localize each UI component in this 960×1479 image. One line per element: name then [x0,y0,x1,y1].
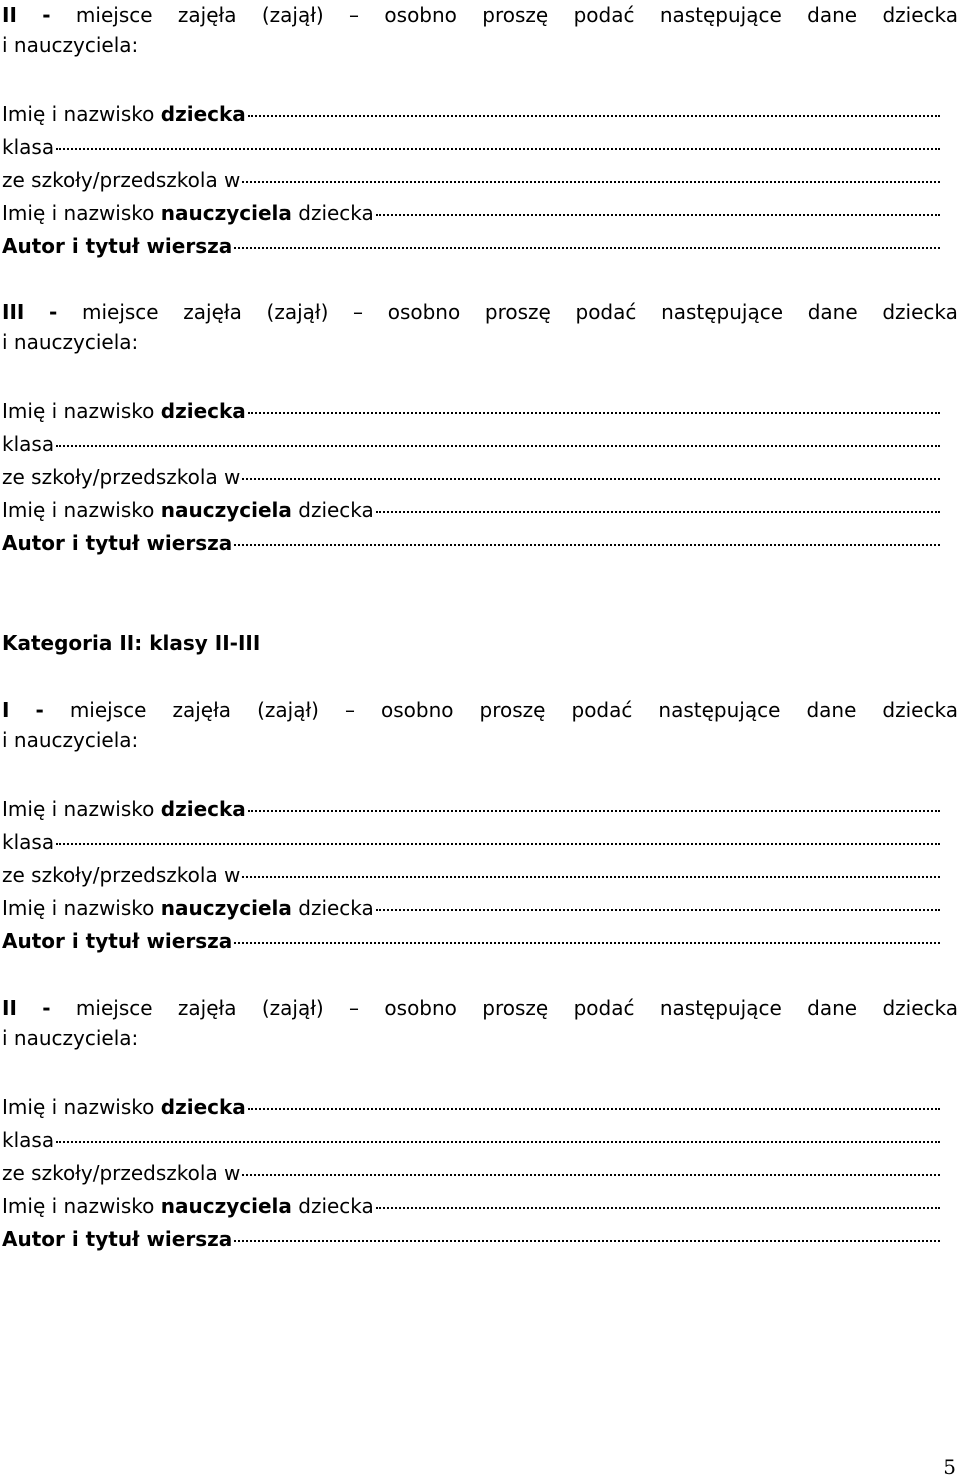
poem-field[interactable] [2,1223,958,1256]
field-label: klasa [2,830,55,854]
heading-word: (zajął) [266,300,329,324]
heading-word: podać [573,3,635,27]
field-label: Imię i nazwisko [2,498,155,522]
placement-section-ii-category [2,993,958,1256]
fill-in-line[interactable] [56,148,940,150]
field-label: ze szkoły/przedszkola w [2,168,241,192]
child-name-field[interactable] [2,98,958,131]
heading-word: proszę [479,698,546,722]
field-label: ze szkoły/przedszkola w [2,863,241,887]
heading-continuation: i nauczyciela: [2,33,139,57]
field-label: ze szkoły/przedszkola w [2,1161,241,1185]
fill-in-line[interactable] [376,1207,940,1209]
heading-word: dane [807,3,858,27]
fill-in-line[interactable] [242,876,940,878]
school-field[interactable] [2,461,958,494]
fill-in-line[interactable] [376,214,940,216]
fill-in-line[interactable] [248,412,940,414]
heading-continuation: i nauczyciela: [2,1026,139,1050]
field-label-bold: Autor i tytuł wiersza [2,1227,233,1251]
field-label: Imię i nazwisko [2,201,155,225]
field-label-suffix: dziecka [298,201,374,225]
class-field[interactable] [2,131,958,164]
heading-word: zajęła [177,3,237,27]
field-label: klasa [2,432,55,456]
fill-in-line[interactable] [242,181,940,183]
place-number: I [2,698,10,722]
heading-word: dziecka [882,3,958,27]
field-label: Imię i nazwisko [2,399,155,423]
field-label: klasa [2,135,55,159]
heading-word: następujące [661,300,784,324]
heading-word: zajęła [183,300,242,324]
fill-in-line[interactable] [234,1240,940,1242]
field-label-suffix: dziecka [298,1194,374,1218]
heading-word: miejsce [75,996,153,1020]
heading-word: podać [571,698,633,722]
section-heading [2,695,958,725]
heading-word: – [349,996,360,1020]
field-label-bold: dziecka [160,102,246,126]
fill-in-line[interactable] [248,810,940,812]
field-label: Imię i nazwisko [2,797,155,821]
heading-word: dane [807,300,858,324]
field-label: Imię i nazwisko [2,1194,155,1218]
section-heading [2,993,958,1023]
field-label: ze szkoły/przedszkola w [2,465,241,489]
heading-continuation: i nauczyciela: [2,728,139,752]
heading-word: podać [575,300,637,324]
field-label-suffix: dziecka [298,498,374,522]
fill-in-line[interactable] [234,247,940,249]
heading-word: – [349,3,360,27]
section-heading [2,0,958,30]
teacher-name-field[interactable] [2,892,958,925]
place-number: II [2,3,17,27]
poem-field[interactable] [2,527,958,560]
heading-word: proszę [484,300,551,324]
heading-word: proszę [482,996,549,1020]
heading-word: podać [573,996,635,1020]
fill-in-line[interactable] [376,511,940,513]
place-number: II [2,996,17,1020]
field-label-bold: nauczyciela [160,1194,292,1218]
heading-word: dziecka [882,698,958,722]
teacher-name-field[interactable] [2,1190,958,1223]
placement-section-iii [2,297,958,560]
teacher-name-field[interactable] [2,197,958,230]
fill-in-line[interactable] [242,478,940,480]
heading-word: następujące [659,996,782,1020]
class-field[interactable] [2,826,958,859]
heading-word: proszę [482,3,549,27]
heading-dash: - [35,698,44,722]
field-label-bold: Autor i tytuł wiersza [2,234,233,258]
fill-in-line[interactable] [376,909,940,911]
fill-in-line[interactable] [248,1108,940,1110]
heading-word: osobno [381,698,454,722]
heading-word: zajęła [177,996,237,1020]
school-field[interactable] [2,859,958,892]
fill-in-line[interactable] [234,942,940,944]
field-label: Imię i nazwisko [2,896,155,920]
fill-in-line[interactable] [242,1174,940,1176]
field-label-bold: Autor i tytuł wiersza [2,929,233,953]
heading-word: (zajął) [261,3,324,27]
heading-word: – [353,300,364,324]
heading-word: dziecka [882,300,958,324]
heading-word: dziecka [882,996,958,1020]
field-label-bold: nauczyciela [160,896,292,920]
placement-section-ii [2,0,958,263]
place-number: III [2,300,25,324]
child-name-field[interactable] [2,395,958,428]
field-label-bold: dziecka [160,797,246,821]
placement-section-i [2,695,958,958]
heading-continuation: i nauczyciela: [2,330,139,354]
field-label: Imię i nazwisko [2,1095,155,1119]
field-label: Imię i nazwisko [2,102,155,126]
field-label-bold: dziecka [160,1095,246,1119]
school-field[interactable] [2,164,958,197]
field-label-suffix: dziecka [298,896,374,920]
heading-word: miejsce [69,698,147,722]
heading-word: następujące [658,698,781,722]
field-label-bold: dziecka [160,399,246,423]
fill-in-line[interactable] [234,544,940,546]
field-label-bold: nauczyciela [160,201,292,225]
field-label-bold: nauczyciela [160,498,292,522]
child-name-field[interactable] [2,793,958,826]
heading-word: zajęła [172,698,232,722]
heading-word: miejsce [75,3,153,27]
heading-word: dane [806,698,857,722]
heading-dash: - [42,3,51,27]
section-heading [2,297,958,327]
fill-in-line[interactable] [56,1141,940,1143]
fill-in-line[interactable] [248,115,940,117]
heading-word: osobno [387,300,461,324]
heading-word: następujące [659,3,782,27]
heading-dash: - [42,996,51,1020]
field-label-bold: Autor i tytuł wiersza [2,531,233,555]
heading-word: (zajął) [261,996,324,1020]
heading-word: osobno [384,996,457,1020]
heading-word: miejsce [81,300,159,324]
teacher-name-field[interactable] [2,494,958,527]
heading-word: (zajął) [257,698,319,722]
class-field[interactable] [2,428,958,461]
child-name-field[interactable] [2,1091,958,1124]
field-label: klasa [2,1128,55,1152]
fill-in-line[interactable] [56,843,940,845]
page-number: 5 [943,1455,956,1479]
heading-word: dane [807,996,858,1020]
class-field[interactable] [2,1124,958,1157]
fill-in-line[interactable] [56,445,940,447]
category-heading: Kategoria II: klasy II-III [2,631,261,655]
poem-field[interactable] [2,230,958,263]
heading-word: – [344,698,355,722]
poem-field[interactable] [2,925,958,958]
heading-word: osobno [384,3,457,27]
heading-dash: - [49,300,58,324]
school-field[interactable] [2,1157,958,1190]
